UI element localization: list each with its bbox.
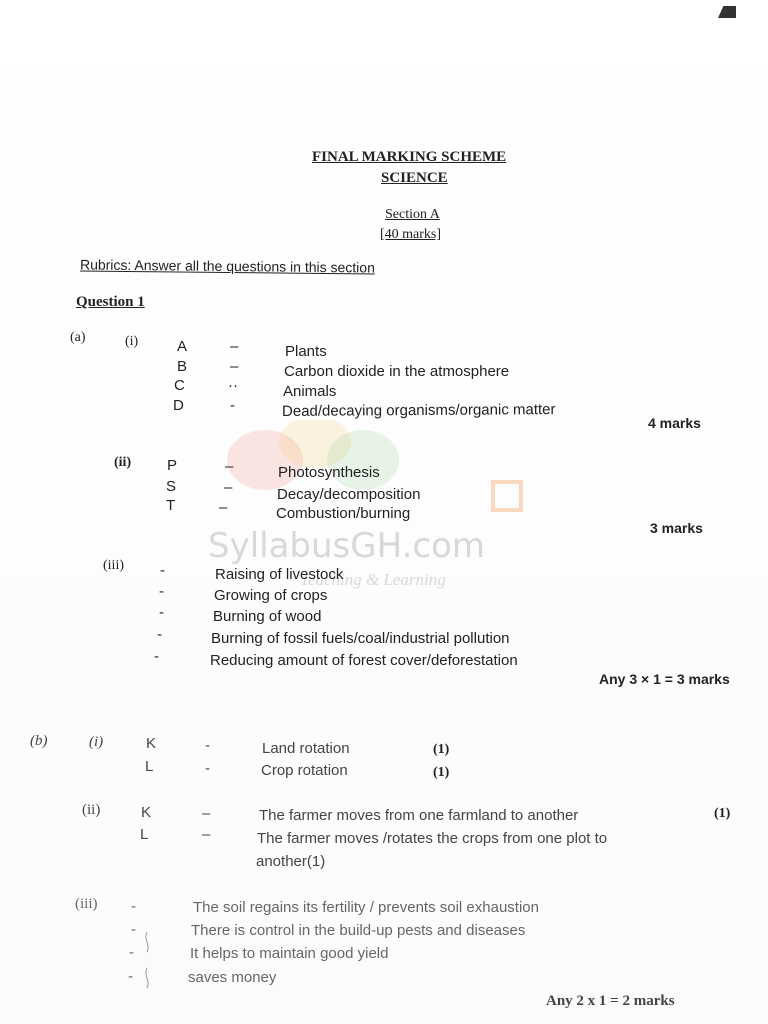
marks-label: 4 marks (648, 415, 701, 431)
page-corner-mark (718, 6, 736, 18)
answer-text: saves money (188, 969, 277, 986)
sub-i-label: (i) (125, 334, 139, 349)
dash: - (128, 968, 133, 985)
key-label: L (140, 826, 149, 843)
dash: - (230, 397, 235, 414)
dash: – (225, 458, 234, 475)
answer-continuation: another(1) (256, 853, 326, 870)
key-label: L (145, 758, 154, 775)
dash: - (131, 898, 136, 915)
dash: – (219, 499, 228, 516)
section-marks: [40 marks] (380, 227, 442, 242)
answer-text: It helps to maintain good yield (190, 945, 389, 962)
marks-label: 3 marks (650, 520, 703, 536)
key-label: B (177, 358, 188, 375)
dash: - (160, 562, 165, 579)
answer-text: Combustion/burning (276, 505, 411, 522)
dash: - (205, 737, 210, 754)
answer-text: The farmer moves from one farmland to another (259, 807, 579, 824)
mark-value: (1) (714, 806, 731, 821)
sub-ii-label: (ii) (82, 802, 101, 818)
key-label: T (166, 497, 176, 514)
answer-text: Decay/decomposition (277, 486, 421, 503)
dash: – (230, 338, 239, 355)
key-label: D (173, 397, 184, 414)
document-title: FINAL MARKING SCHEME (312, 149, 507, 165)
dash: - (129, 944, 134, 961)
key-label: K (141, 804, 152, 821)
part-a-label: (a) (70, 330, 86, 345)
answer-text: There is control in the build-up pests and diseases (191, 922, 526, 939)
marks-label: Any 2 x 1 = 2 marks (546, 993, 675, 1009)
key-label: A (177, 338, 188, 355)
answer-text: The farmer moves /rotates the crops from one plot to (257, 830, 608, 847)
question-heading: Question 1 (76, 294, 145, 310)
dash: – (202, 805, 211, 822)
answer-text: Burning of wood (213, 608, 322, 625)
dash: - (157, 626, 162, 643)
answer-text: Dead/decaying organisms/organic matter (281, 401, 556, 420)
dash: – (224, 479, 233, 496)
answer-text: Crop rotation (261, 762, 348, 779)
mark-value: (1) (433, 765, 450, 780)
key-label: P (167, 457, 178, 474)
answer-text: Animals (283, 383, 337, 400)
mark-value: (1) (433, 742, 450, 757)
dash: - (131, 921, 136, 938)
marks-label: Any 3 × 1 = 3 marks (599, 671, 730, 687)
section-label: Section A (385, 207, 440, 222)
dash: - (159, 583, 164, 600)
dash: – (230, 358, 239, 375)
key-label: C (174, 377, 185, 394)
rubrics-text: Rubrics: Answer all the questions in this section (79, 256, 376, 276)
answer-text: Land rotation (262, 740, 350, 757)
answer-text: Burning of fossil fuels/coal/industrial pollution (211, 630, 510, 647)
answer-text: Growing of crops (214, 587, 328, 604)
dash: - (154, 648, 159, 665)
sub-iii-label: (iii) (75, 896, 98, 912)
dash: - (205, 760, 210, 777)
subject-title: SCIENCE (381, 170, 448, 186)
dash: – (202, 826, 211, 843)
answer-text: Carbon dioxide in the atmosphere (284, 363, 510, 380)
part-b-label: (b) (30, 733, 48, 749)
watermark-brand: SyllabusGH.com (208, 526, 486, 566)
answer-text: The soil regains its fertility / prevents soil exhaustion (193, 899, 539, 916)
sub-ii-label: (ii) (114, 455, 132, 470)
answer-text: Plants (285, 343, 327, 360)
sub-i-label: (i) (89, 734, 104, 750)
key-label: K (146, 735, 157, 752)
dash: ·· (228, 377, 238, 394)
answer-text: Reducing amount of forest cover/deforestation (210, 652, 518, 669)
answer-text: Raising of livestock (215, 566, 344, 583)
watermark-tagline: Teaching & Learning (300, 570, 446, 589)
pen-mark (140, 930, 154, 990)
answer-text: Photosynthesis (278, 464, 380, 481)
sub-iii-label: (iii) (103, 558, 124, 573)
dash: - (159, 604, 164, 621)
key-label: S (166, 478, 177, 495)
